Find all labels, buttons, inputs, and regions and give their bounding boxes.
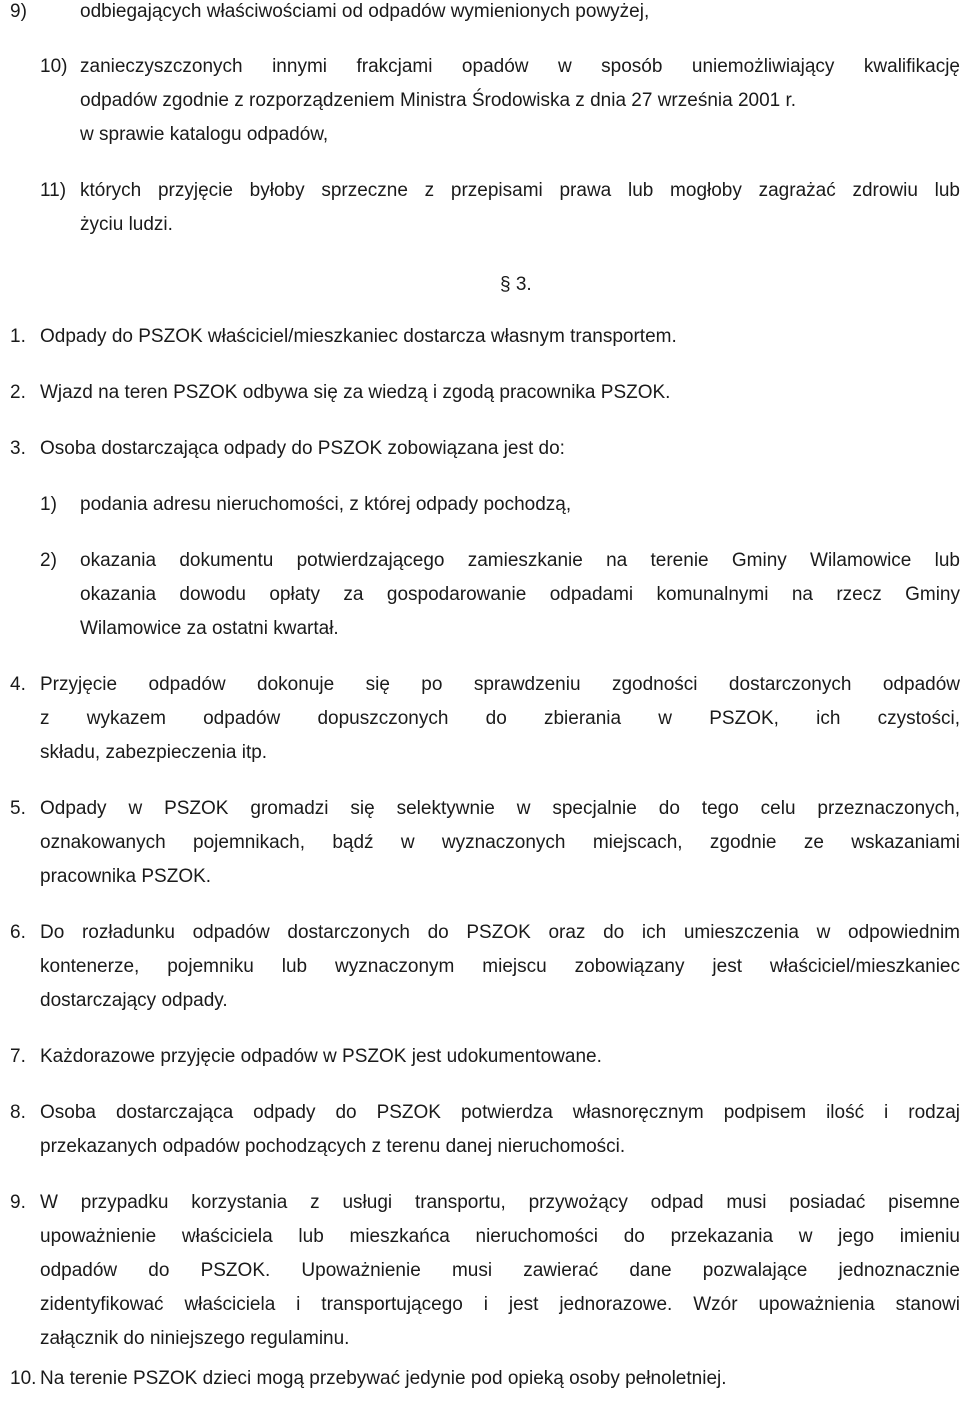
paragraph-text-line: Wjazd na teren PSZOK odbywa się za wiedzą i zgodą pracownika PSZOK. — [40, 382, 671, 403]
paragraph-text-line: Do rozładunku odpadów dostarczonych do PSZOK oraz do ich umieszczenia w odpowiednim — [40, 922, 960, 943]
paragraph-number: 3. — [10, 438, 26, 459]
paragraph-text-line: przekazanych odpadów pochodzących z terenu danej nieruchomości. — [40, 1136, 626, 1157]
paragraph-number: 5. — [10, 798, 26, 819]
item-number: 10) — [40, 56, 68, 77]
item-text-line: których przyjęcie byłoby sprzeczne z przepisami prawa lub mogłoby zagrażać zdrowiu lub — [80, 180, 960, 201]
paragraph-number: 1. — [10, 326, 26, 347]
paragraph-text-line: Odpady w PSZOK gromadzi się selektywnie w specjalnie do tego celu przeznaczonych, — [40, 798, 960, 819]
paragraph-number: 9. — [10, 1192, 26, 1213]
paragraph-text-line: załącznik do niniejszego regulaminu. — [40, 1328, 350, 1349]
item-text-line: okazania dowodu opłaty za gospodarowanie odpadami komunalnymi na rzecz Gminy — [80, 584, 960, 605]
paragraph-text-line: dostarczający odpady. — [40, 990, 228, 1011]
paragraph-text-line: Na terenie PSZOK dzieci mogą przebywać jedynie pod opieką osoby pełnoletniej. — [40, 1368, 727, 1389]
paragraph-text-line: zidentyfikować właściciela i transportującego i jest jednorazowe. Wzór upoważnienia stanowi — [40, 1294, 960, 1315]
paragraph-text-line: oznakowanych pojemnikach, bądź w wyznaczonych miejscach, zgodnie ze wskazaniami — [40, 832, 960, 853]
paragraph-number: 8. — [10, 1102, 26, 1123]
item-text-line: Wilamowice za ostatni kwartał. — [80, 618, 339, 639]
paragraph-number: 6. — [10, 922, 26, 943]
item-text-line: odpadów zgodnie z rozporządzeniem Ministra Środowiska z dnia 27 września 2001 r. — [80, 90, 797, 111]
paragraph-text-line: Osoba dostarczająca odpady do PSZOK zobowiązana jest do: — [40, 438, 565, 459]
paragraph-text-line: Osoba dostarczająca odpady do PSZOK potwierdza własnoręcznym podpisem ilość i rodzaj — [40, 1102, 960, 1123]
paragraph-text-line: odpadów do PSZOK. Upoważnienie musi zawierać dane pozwalające jednoznacznie — [40, 1260, 960, 1281]
item-text-line: zanieczyszczonych innymi frakcjami opadów w sposób uniemożliwiający kwalifikację — [80, 56, 960, 77]
item-number: 1) — [40, 494, 57, 515]
paragraph-text-line: Odpady do PSZOK właściciel/mieszkaniec dostarcza własnym transportem. — [40, 326, 677, 347]
paragraph-number: 2. — [10, 382, 26, 403]
paragraph-text-line: składu, zabezpieczenia itp. — [40, 742, 268, 763]
paragraph-number: 4. — [10, 674, 26, 695]
section-heading: § 3. — [500, 274, 532, 295]
paragraph-text-line: Przyjęcie odpadów dokonuje się po sprawdzeniu zgodności dostarczonych odpadów — [40, 674, 960, 695]
paragraph-number: 10. — [10, 1368, 37, 1389]
item-text-line: podania adresu nieruchomości, z której odpady pochodzą, — [80, 494, 572, 515]
paragraph-text-line: Każdorazowe przyjęcie odpadów w PSZOK jest udokumentowane. — [40, 1046, 602, 1067]
paragraph-text-line: upoważnienie właściciela lub mieszkańca nieruchomości do przekazania w jego imieniu — [40, 1226, 960, 1247]
paragraph-number: 7. — [10, 1046, 26, 1067]
paragraph-text-line: z wykazem odpadów dopuszczonych do zbierania w PSZOK, ich czystości, — [40, 708, 960, 729]
paragraph-text-line: kontenerze, pojemniku lub wyznaczonym miejscu zobowiązany jest właściciel/mieszkaniec — [40, 956, 960, 977]
paragraph-text-line: pracownika PSZOK. — [40, 866, 212, 887]
item-text-line: odbiegających właściwościami od odpadów wymienionych powyżej, — [80, 1, 650, 22]
item-text-line: w sprawie katalogu odpadów, — [80, 124, 329, 145]
item-number: 9) — [10, 1, 27, 22]
item-number: 2) — [40, 550, 57, 571]
item-text-line: życiu ludzi. — [80, 214, 173, 235]
item-number: 11) — [40, 180, 67, 201]
item-text-line: okazania dokumentu potwierdzającego zamieszkanie na terenie Gminy Wilamowice lub — [80, 550, 960, 571]
paragraph-text-line: W przypadku korzystania z usługi transportu, przywożący odpad musi posiadać pisemne — [40, 1192, 960, 1213]
